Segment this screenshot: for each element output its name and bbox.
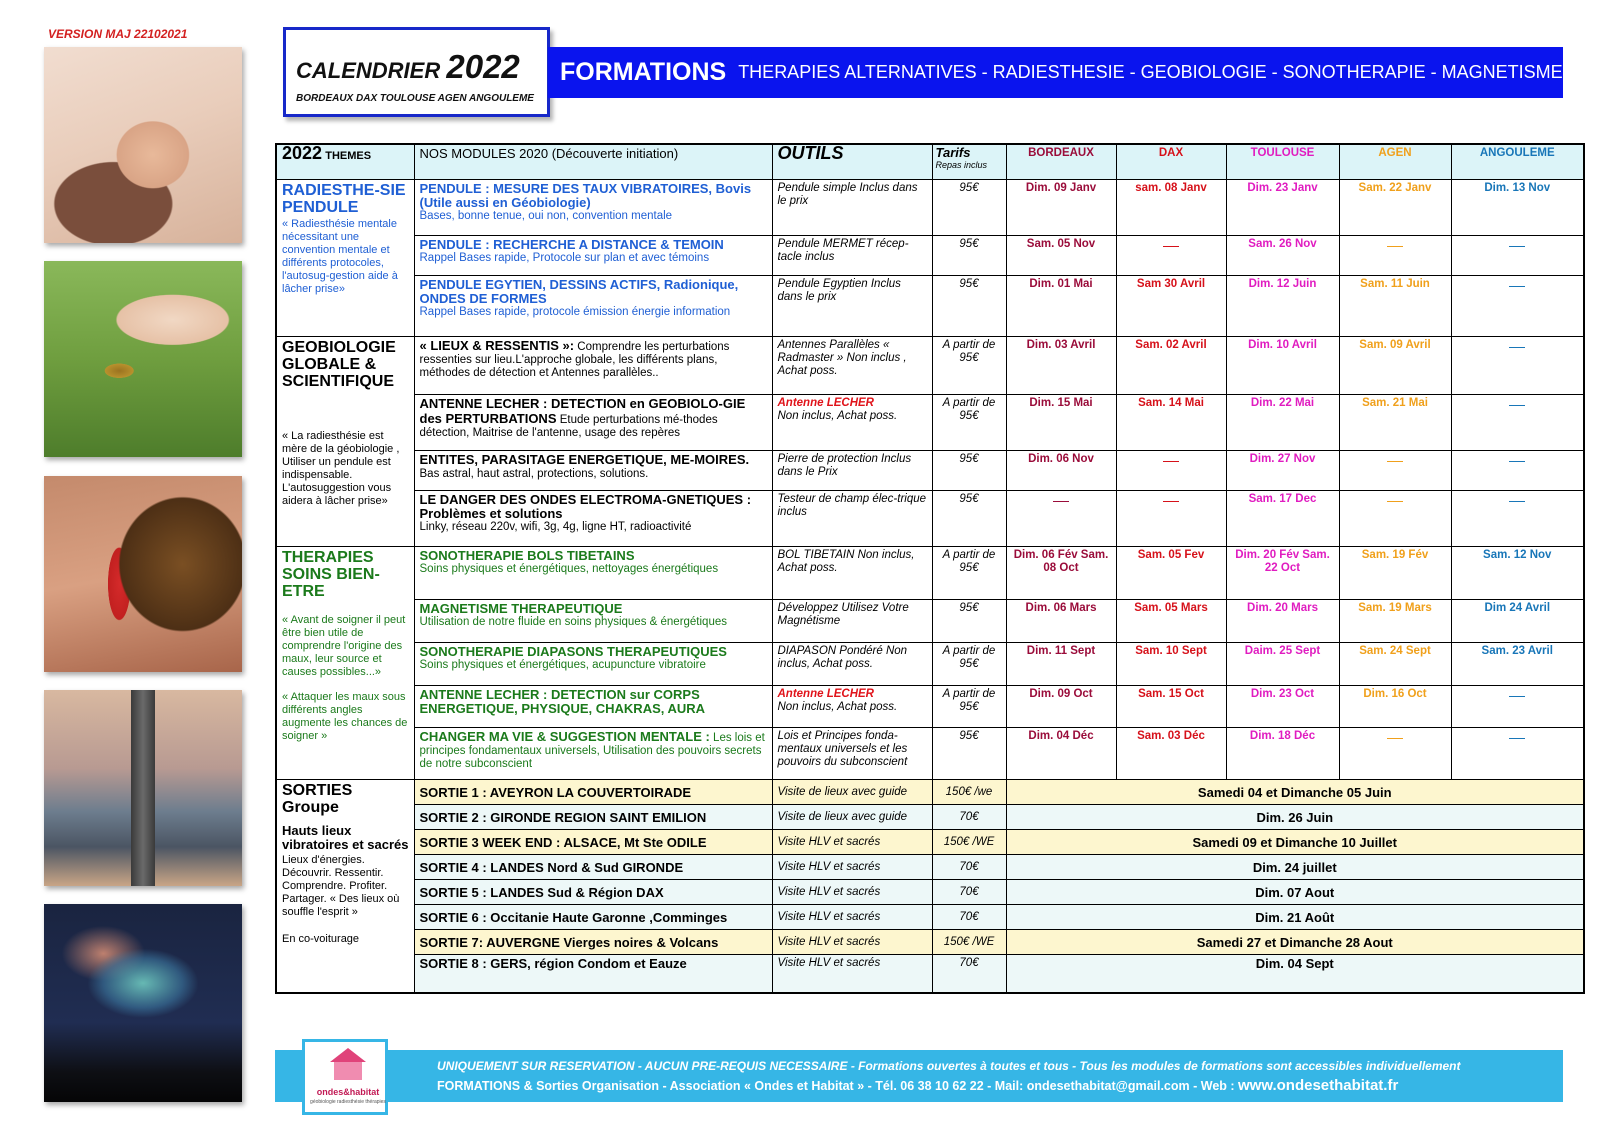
theme-sub: Hauts lieux vibratoires et sacrés	[282, 823, 409, 852]
sortie-title: SORTIE 8 : GERS, région Condom et Eauze	[414, 955, 772, 993]
module-tool	[772, 395, 932, 451]
module-sub: Rappel Bases rapide, protocole émission énergie information	[419, 306, 731, 318]
module-price: 95€	[932, 728, 1006, 780]
date-angouleme	[1451, 337, 1584, 395]
date-toulouse: Dim. 23 Oct	[1226, 686, 1339, 728]
module-sub: Les lois et principes fondamentaux universels, Utilisation des pouvoirs secrets de notre subconscient	[419, 732, 765, 770]
header-repas-label: Repas inclus	[935, 160, 988, 170]
theme-title: RADIESTHE-SIE PENDULE	[282, 182, 406, 216]
header-themes	[276, 144, 414, 180]
photo-lecher-antenna	[44, 690, 242, 886]
sortie-tool: Visite HLV et sacrés	[772, 955, 932, 993]
module-price: 95€	[932, 491, 1006, 547]
module-title: LE DANGER DES ONDES ELECTROMA-GNETIQUES : Problèmes et solutions	[419, 492, 752, 521]
header-year: 2022	[282, 144, 323, 163]
date-angouleme	[1451, 276, 1584, 337]
tool-detail: Non inclus, Achat poss.	[777, 701, 898, 713]
table-row	[276, 880, 1584, 905]
module-price: 95€	[932, 600, 1006, 643]
module-cell	[414, 180, 772, 236]
date-toulouse: Dim. 10 Avril	[1226, 337, 1339, 395]
module-sub: Utilisation de notre fluide en soins physiques & énergétiques	[419, 616, 727, 628]
date-dax	[1116, 491, 1226, 547]
module-tool: Pierre de protection Inclus dans le Prix	[772, 451, 932, 491]
date-toulouse: Sam. 17 Dec	[1226, 491, 1339, 547]
date-bordeaux: Dim. 15 Mai	[1006, 395, 1116, 451]
header-dax: DAX	[1116, 144, 1226, 180]
module-tool: Développez Utilisez Votre Magnétisme	[772, 600, 932, 643]
table-row	[276, 395, 1584, 451]
date-angouleme	[1451, 395, 1584, 451]
sortie-price: 70€	[932, 905, 1006, 930]
theme-therapies	[276, 547, 414, 780]
formations-banner	[548, 47, 1563, 98]
theme-covoit: En co-voiturage	[282, 933, 360, 945]
module-tool	[772, 686, 932, 728]
date-agen: Sam. 11 Juin	[1339, 276, 1451, 337]
module-cell	[414, 276, 772, 337]
tool-highlight: Antenne LECHER	[777, 397, 874, 409]
module-sub: Soins physiques et énergétiques, nettoyages énergétiques	[419, 563, 719, 575]
sortie-date: Dim. 24 juillet	[1006, 855, 1584, 880]
calendar-table	[275, 143, 1585, 994]
sortie-price: 150€ /WE	[932, 930, 1006, 955]
table-row	[276, 728, 1584, 780]
sortie-date: Dim. 04 Sept	[1006, 955, 1584, 993]
sortie-title: SORTIE 2 : GIRONDE REGION SAINT EMILION	[414, 805, 772, 830]
date-bordeaux: Dim. 06 Nov	[1006, 451, 1116, 491]
module-tool: Antennes Parallèles « Radmaster » Non inclus , Achat poss.	[772, 337, 932, 395]
module-title: PENDULE : RECHERCHE A DISTANCE & TEMOIN	[419, 237, 724, 252]
module-cell	[414, 547, 772, 600]
theme-desc: « La radiesthésie est mère de la géobiologie , Utiliser un pendule est indispensable. L'autosuggestion vous aidera à lâcher prise»	[282, 430, 400, 507]
date-dax: sam. 08 Janv	[1116, 180, 1226, 236]
date-agen	[1339, 491, 1451, 547]
photo-massage	[44, 47, 242, 243]
module-sub: Comprendre les perturbations ressenties sur lieu.L'approche globale, les différents plans, méthodes de détection et Antennes parallèles..	[419, 341, 730, 379]
sortie-price: 150€ /we	[932, 780, 1006, 805]
module-price: A partir de 95€	[932, 686, 1006, 728]
table-header	[276, 144, 1584, 180]
module-price: 95€	[932, 276, 1006, 337]
table-row	[276, 600, 1584, 643]
date-agen: Sam. 19 Mars	[1339, 600, 1451, 643]
date-bordeaux: Dim. 06 Fév Sam. 08 Oct	[1006, 547, 1116, 600]
banner-disciplines: THERAPIES ALTERNATIVES - RADIESTHESIE - GEOBIOLOGIE - SONOTHERAPIE - MAGNETISME	[738, 62, 1563, 82]
date-agen: Sam. 19 Fév	[1339, 547, 1451, 600]
header-agen: AGEN	[1339, 144, 1451, 180]
sortie-date: Dim. 21 Août	[1006, 905, 1584, 930]
date-dax	[1116, 236, 1226, 276]
date-angouleme: Sam. 12 Nov	[1451, 547, 1584, 600]
date-toulouse: Sam. 26 Nov	[1226, 236, 1339, 276]
date-angouleme	[1451, 728, 1584, 780]
tool-highlight: Antenne LECHER	[777, 688, 874, 700]
module-tool: BOL TIBETAIN Non inclus, Achat poss.	[772, 547, 932, 600]
module-cell	[414, 600, 772, 643]
date-angouleme	[1451, 451, 1584, 491]
house-icon	[330, 1048, 366, 1062]
date-bordeaux: Dim. 06 Mars	[1006, 600, 1116, 643]
date-agen: Sam. 22 Janv	[1339, 180, 1451, 236]
date-toulouse: Daim. 25 Sept	[1226, 643, 1339, 686]
module-price: A partir de 95€	[932, 337, 1006, 395]
module-sub: Etude perturbations mé-thodes détection, Maitrise de l'antenne, usage des repères	[419, 414, 718, 439]
date-agen: Sam. 09 Avril	[1339, 337, 1451, 395]
date-bordeaux: Dim. 09 Oct	[1006, 686, 1116, 728]
date-bordeaux: Dim. 11 Sept	[1006, 643, 1116, 686]
module-price: 95€	[932, 236, 1006, 276]
date-toulouse: Dim. 12 Juin	[1226, 276, 1339, 337]
theme-title: THERAPIES SOINS BIEN-ETRE	[282, 549, 380, 600]
date-toulouse: Dim. 22 Mai	[1226, 395, 1339, 451]
module-price: A partir de 95€	[932, 547, 1006, 600]
table-row	[276, 805, 1584, 830]
module-title: PENDULE EGYTIEN, DESSINS ACTIFS, Radionique, ONDES DE FORMES	[419, 277, 739, 306]
module-cell	[414, 643, 772, 686]
sortie-date: Samedi 09 et Dimanche 10 Juillet	[1006, 830, 1584, 855]
date-bordeaux: Sam. 05 Nov	[1006, 236, 1116, 276]
theme-desc: Lieux d'énergies. Découvrir. Ressentir. Comprendre. Profiter. Partager. « Des lieux où souffle l'esprit »	[282, 854, 400, 918]
header-toulouse: TOULOUSE	[1226, 144, 1339, 180]
date-bordeaux: Dim. 03 Avril	[1006, 337, 1116, 395]
logo-sub: géobiologie radiesthésie thérapies	[310, 1099, 386, 1105]
module-title: « LIEUX & RESSENTIS »:	[419, 338, 575, 353]
module-tool: Pendule MERMET récep-tacle inclus	[772, 236, 932, 276]
footer-contact: FORMATIONS & Sorties Organisation - Association « Ondes et Habitat » - Tél. 06 38 10 62 22 - Mail: ondesethabitat@gmail.com - Web :	[437, 1079, 1239, 1093]
module-title: ENTITES, PARASITAGE ENERGETIQUE, ME-MOIRES.	[419, 452, 750, 467]
footer-banner	[275, 1050, 1563, 1102]
sortie-tool: Visite HLV et sacrés	[772, 930, 932, 955]
header-modules: NOS MODULES 2020 (Découverte initiation)	[414, 144, 772, 180]
date-toulouse: Dim. 20 Fév Sam. 22 Oct	[1226, 547, 1339, 600]
table-row	[276, 855, 1584, 880]
sortie-tool: Visite HLV et sacrés	[772, 905, 932, 930]
date-dax: Sam. 05 Fev	[1116, 547, 1226, 600]
module-tool: DIAPASON Pondéré Non inclus, Achat poss.	[772, 643, 932, 686]
module-sub: Bases, bonne tenue, oui non, convention mentale	[419, 210, 673, 222]
date-agen	[1339, 236, 1451, 276]
header-themes-label: THEMES	[325, 150, 372, 162]
module-cell	[414, 236, 772, 276]
module-cell	[414, 686, 772, 728]
module-tool: Testeur de champ élec-trique inclus	[772, 491, 932, 547]
sortie-tool: Visite HLV et sacrés	[772, 830, 932, 855]
date-dax: Sam. 03 Déc	[1116, 728, 1226, 780]
header-bordeaux: BORDEAUX	[1006, 144, 1116, 180]
banner-formations: FORMATIONS	[560, 58, 727, 86]
photo-nebula	[44, 904, 242, 1102]
date-dax: Sam 30 Avril	[1116, 276, 1226, 337]
footer-line2	[437, 1077, 1398, 1094]
module-title: MAGNETISME THERAPEUTIQUE	[419, 601, 623, 616]
table-row	[276, 180, 1584, 236]
sortie-date: Samedi 27 et Dimanche 28 Aout	[1006, 930, 1584, 955]
table-row	[276, 830, 1584, 855]
table-row	[276, 451, 1584, 491]
date-agen: Dim. 16 Oct	[1339, 686, 1451, 728]
sortie-tool: Visite de lieux avec guide	[772, 805, 932, 830]
table-row	[276, 236, 1584, 276]
photo-singing-bowl	[44, 476, 242, 672]
sortie-tool: Visite HLV et sacrés	[772, 855, 932, 880]
module-title: ANTENNE LECHER : DETECTION sur CORPS ENERGETIQUE, PHYSIQUE, CHAKRAS, AURA	[419, 687, 706, 716]
module-sub: Linky, réseau 220v, wifi, 3g, 4g, ligne HT, radioactivité	[419, 521, 692, 533]
header-angouleme: ANGOULEME	[1451, 144, 1584, 180]
module-title: CHANGER MA VIE & SUGGESTION MENTALE :	[419, 729, 710, 744]
sortie-price: 70€	[932, 805, 1006, 830]
module-cell	[414, 337, 772, 395]
header-outils: OUTILS	[772, 144, 932, 180]
date-bordeaux: Dim. 01 Mai	[1006, 276, 1116, 337]
sortie-title: SORTIE 4 : LANDES Nord & Sud GIRONDE	[414, 855, 772, 880]
module-price: 95€	[932, 180, 1006, 236]
module-tool: Pendule simple Inclus dans le prix	[772, 180, 932, 236]
table-row	[276, 905, 1584, 930]
table-row	[276, 643, 1584, 686]
date-angouleme	[1451, 236, 1584, 276]
module-price: A partir de 95€	[932, 643, 1006, 686]
date-agen	[1339, 728, 1451, 780]
sortie-date: Dim. 26 Juin	[1006, 805, 1584, 830]
date-angouleme: Sam. 23 Avril	[1451, 643, 1584, 686]
table-row	[276, 491, 1584, 547]
table-row	[276, 780, 1584, 805]
sortie-price: 150€ /WE	[932, 830, 1006, 855]
module-cell	[414, 395, 772, 451]
date-angouleme: Dim 24 Avril	[1451, 600, 1584, 643]
table-row	[276, 955, 1584, 993]
module-sub: Bas astral, haut astral, protections, solutions.	[419, 468, 649, 480]
house-body-icon	[334, 1062, 362, 1080]
sortie-tool: Visite de lieux avec guide	[772, 780, 932, 805]
module-price: 95€	[932, 451, 1006, 491]
table-row	[276, 686, 1584, 728]
sortie-date: Dim. 07 Aout	[1006, 880, 1584, 905]
theme-geobiologie	[276, 337, 414, 547]
module-title: ANTENNE LECHER : DETECTION en GEOBIOLO-GIE des PERTURBATIONS	[419, 396, 746, 426]
date-angouleme	[1451, 686, 1584, 728]
sortie-price: 70€	[932, 855, 1006, 880]
calendar-title	[296, 48, 520, 86]
date-dax: Sam. 10 Sept	[1116, 643, 1226, 686]
module-tool: Lois et Principes fonda-mentaux universels et les pouvoirs du subconscient	[772, 728, 932, 780]
date-dax	[1116, 451, 1226, 491]
title-box	[283, 27, 550, 117]
header-tarifs-label: Tarifs	[935, 145, 971, 160]
footer-web-link[interactable]: www.ondesethabitat.fr	[1238, 1077, 1399, 1094]
sortie-tool: Visite HLV et sacrés	[772, 880, 932, 905]
module-sub: Rappel Bases rapide, Protocole sur plan et avec témoins	[419, 252, 710, 264]
header-tarifs	[932, 144, 1006, 180]
date-toulouse: Dim. 18 Déc	[1226, 728, 1339, 780]
date-dax: Sam. 15 Oct	[1116, 686, 1226, 728]
photo-pendulum	[44, 261, 242, 457]
module-title: PENDULE : MESURE DES TAUX VIBRATOIRES, Bovis (Utile aussi en Géobiologie)	[419, 181, 752, 210]
sortie-date: Samedi 04 et Dimanche 05 Juin	[1006, 780, 1584, 805]
date-dax: Sam. 05 Mars	[1116, 600, 1226, 643]
date-bordeaux: Dim. 09 Janv	[1006, 180, 1116, 236]
table-row	[276, 276, 1584, 337]
module-title: SONOTHERAPIE BOLS TIBETAINS	[419, 548, 635, 563]
table-row	[276, 930, 1584, 955]
sortie-price: 70€	[932, 955, 1006, 993]
sortie-title: SORTIE 1 : AVEYRON LA COUVERTOIRADE	[414, 780, 772, 805]
date-angouleme	[1451, 491, 1584, 547]
theme-radiesthesie	[276, 180, 414, 337]
date-agen: Sam. 24 Sept	[1339, 643, 1451, 686]
logo	[302, 1039, 388, 1115]
sortie-title: SORTIE 7: AUVERGNE Vierges noires & Volcans	[414, 930, 772, 955]
module-tool: Pendule Egyptien Inclus dans le prix	[772, 276, 932, 337]
sortie-title: SORTIE 5 : LANDES Sud & Région DAX	[414, 880, 772, 905]
sortie-title: SORTIE 3 WEEK END : ALSACE, Mt Ste ODILE	[414, 830, 772, 855]
module-cell	[414, 451, 772, 491]
date-bordeaux	[1006, 491, 1116, 547]
tool-detail: Non inclus, Achat poss.	[777, 410, 898, 422]
sortie-price: 70€	[932, 880, 1006, 905]
calendar-word: CALENDRIER	[296, 58, 441, 83]
table-row	[276, 337, 1584, 395]
date-dax: Sam. 02 Avril	[1116, 337, 1226, 395]
calendar-year: 2022	[446, 48, 520, 85]
logo-name: ondes&habitat	[316, 1087, 380, 1097]
theme-title: GEOBIOLOGIE GLOBALE & SCIENTIFIQUE	[282, 339, 396, 390]
module-cell	[414, 491, 772, 547]
title-cities: BORDEAUX DAX TOULOUSE AGEN ANGOULEME	[296, 93, 534, 104]
module-price: A partir de 95€	[932, 395, 1006, 451]
theme-desc: « Radiesthésie mentale nécessitant une convention mentale et différents protocoles, l'autosug-gestion aide à lâcher prise»	[282, 218, 398, 295]
date-toulouse: Dim. 23 Janv	[1226, 180, 1339, 236]
date-angouleme: Dim. 13 Nov	[1451, 180, 1584, 236]
date-agen	[1339, 451, 1451, 491]
table-row	[276, 547, 1584, 600]
version-label: VERSION MAJ 22102021	[48, 27, 188, 41]
theme-sorties	[276, 780, 414, 993]
sortie-title: SORTIE 6 : Occitanie Haute Garonne ,Comminges	[414, 905, 772, 930]
theme-title: SORTIES Groupe	[282, 782, 353, 816]
footer-line1: UNIQUEMENT SUR RESERVATION - AUCUN PRE-REQUIS NECESSAIRE - Formations ouvertes à toutes et tous - Tous les modules de formations sont accessibles individuellement	[437, 1059, 1461, 1073]
date-bordeaux: Dim. 04 Déc	[1006, 728, 1116, 780]
module-cell	[414, 728, 772, 780]
date-dax: Sam. 14 Mai	[1116, 395, 1226, 451]
theme-desc: « Avant de soigner il peut être bien utile de comprendre l'origine des maux, leur source et causes possibles...»	[282, 614, 406, 678]
module-sub: Soins physiques et énergétiques, acupuncture vibratoire	[419, 659, 706, 671]
date-toulouse: Dim. 27 Nov	[1226, 451, 1339, 491]
theme-desc: « Attaquer les maux sous différents angles augmente les chances de soigner »	[282, 691, 408, 742]
date-agen: Sam. 21 Mai	[1339, 395, 1451, 451]
module-title: SONOTHERAPIE DIAPASONS THERAPEUTIQUES	[419, 644, 727, 659]
date-toulouse: Dim. 20 Mars	[1226, 600, 1339, 643]
